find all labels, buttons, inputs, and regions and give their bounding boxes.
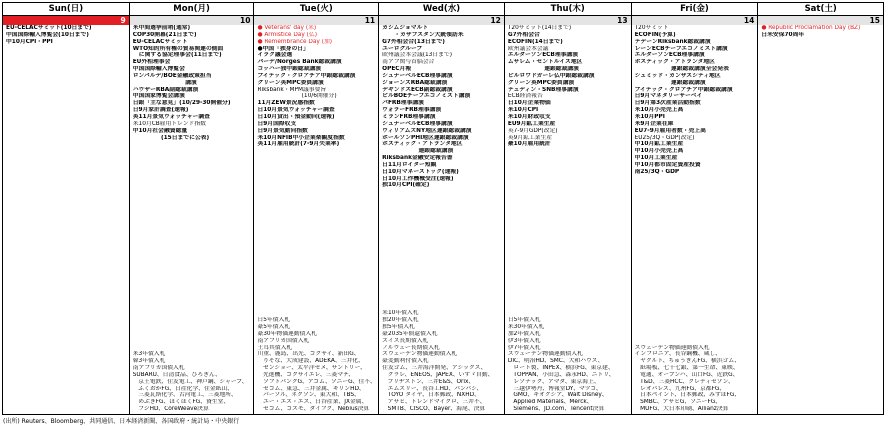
event-item: ボールソンPHI地区連銀総裁講演	[382, 134, 469, 141]
date-number: 11	[254, 16, 378, 25]
event-item: ● Republic Proclamation Day (BZ)	[761, 25, 861, 31]
auction-earnings-item: スウェーデン物価連動債入札	[382, 351, 458, 358]
auction-earnings-item: 南アフリカ国債入札	[257, 337, 310, 344]
event-item: ● Veterans' day (米)	[257, 25, 317, 31]
day-header: Wed(水)	[379, 3, 504, 16]
event-item: ウォラーFRB理事講演	[382, 107, 442, 114]
event-item: 米10月財政収支	[507, 113, 551, 120]
event-item: 日9月第3次産業活動指数	[634, 100, 701, 107]
event-item: 中国国際輸入博覧会(10日まで)	[6, 31, 89, 38]
day-header: Fri(金)	[632, 3, 758, 16]
auction-earnings-item: 三越伊勢丹、博報堂DY、マツコ、	[507, 385, 602, 392]
event-item: 11月ZEW景況感指数	[257, 100, 315, 107]
auction-earnings-list	[505, 317, 631, 413]
event-item: エルダーソンECB理事講演	[634, 52, 705, 59]
event-item: 中10月工業生産	[634, 155, 678, 162]
auction-earnings-item: ノルウェー長期債入札	[382, 344, 440, 351]
auction-earnings-item: インフロニア、長谷鋼機、蔵し、	[634, 351, 722, 358]
auction-earnings-item: SUBARU、日清食品、ひろぎん、	[132, 371, 221, 378]
event-item: シュミッド・カンザスシティ地区	[634, 72, 721, 79]
event-item: 中国国家博覧会講演	[132, 93, 185, 100]
auction-earnings-item: 米30年債入札	[507, 324, 545, 331]
event-item: 欧州議会本会議(13日まで)	[382, 52, 453, 59]
auction-earnings-item: MUFG、大日本印刷、Allianz決算	[634, 406, 729, 413]
event-item: EU-CELACサミット(10日まで)	[6, 25, 92, 31]
event-item: EU-CELACサミット	[132, 38, 188, 45]
auction-earnings-item: アサヒ、トレンドマイクロ、三井不、	[382, 399, 486, 406]
event-item: 米10月NFIB中小企業楽観度指数	[257, 134, 345, 141]
event-item: デギンドスECB副総裁講演	[382, 86, 453, 93]
auction-earnings-list	[379, 310, 504, 413]
day-column-mon	[130, 3, 255, 414]
event-item: G7外相会合(13日まで)	[382, 38, 445, 45]
auction-earnings-item: パーソル、ネクソン、東大和、TBS、	[257, 392, 360, 399]
date-number: 9	[3, 16, 129, 25]
event-item: 日9月国際収支	[257, 120, 297, 127]
event-item: 中10月都市固定資産投資	[634, 161, 701, 168]
event-item: 英11月雇用統計(7-9月失業率)	[257, 141, 340, 148]
auction-earnings-item: Applied Materials、Merck、	[507, 399, 593, 406]
event-item: 連銀総裁講演	[507, 66, 579, 73]
auction-earnings-list	[130, 351, 254, 413]
date-number: 15	[758, 16, 883, 25]
event-item: 日9月景気動向指数	[257, 127, 308, 134]
event-item: イラク議会選	[257, 52, 293, 59]
auction-earnings-item: ソフトバンクG、アコム、ソニーG、住不、	[257, 378, 376, 385]
event-item: 豪10月雇用統計	[507, 141, 551, 148]
auction-earnings-item: 京王電鉄、住友電工、神戸鋼、シャープ、	[132, 378, 248, 385]
event-item: エルダーソンECB理事講演	[507, 52, 579, 59]
event-item: ボスティック・アトランタ地区	[634, 59, 715, 66]
event-item: 日9月家計調査(速報)	[132, 107, 189, 114]
day-header: Mon(月)	[130, 3, 254, 16]
events-list	[254, 25, 378, 148]
date-number: 13	[505, 16, 631, 25]
event-item: カシムジョマルト	[382, 25, 429, 31]
auction-earnings-item: TOYO タイヤ、日本郵政、NXHD、	[382, 392, 480, 399]
event-item: ・カザフスタン大統領訪米	[382, 31, 464, 38]
date-number: 10	[130, 16, 254, 25]
source-note: (出所) Reuters、Bloomberg、共同通信、日本経済新聞、各国政府・統計局・中央銀行	[3, 418, 240, 425]
auction-earnings-item: レオパレス、九州FG、京都FG、	[634, 385, 726, 392]
event-item: 米中間選挙前哨(通常)	[132, 25, 191, 31]
auction-earnings-item: GMO、キオクシア、Walt Disney、	[507, 392, 608, 399]
auction-earnings-item: ユー・エス・エス、日谷産業、JX金属、	[257, 399, 368, 406]
auction-earnings-item: T&D、三菱HCC、クレディセゾン、	[634, 378, 734, 385]
auction-earnings-item: 日本ペイント、日本郵政、みずほFG、	[634, 392, 741, 399]
events-list	[632, 25, 758, 176]
event-item: WTO知的所有権の貿易関連の側面	[132, 45, 224, 52]
auction-earnings-item: Siemens、JD.com、Tencent決算	[507, 406, 605, 413]
event-item: 南25/3Q・GDP	[634, 168, 680, 175]
event-item: T20サミット(14日まで)	[507, 25, 572, 31]
event-item: グリーン英MPC委員講演	[257, 79, 324, 86]
event-item: 日9月マネタリーサーベイ	[634, 93, 703, 100]
event-item: 英9月鉱工業生産	[507, 134, 553, 141]
weekly-calendar	[2, 2, 884, 415]
auction-earnings-item: 加2年債入札	[507, 330, 541, 337]
event-item: ウィリアムズNY地区連銀総裁講演	[382, 127, 472, 134]
event-item: シュナーベルECB理事講演	[382, 120, 453, 127]
event-item: 中10月社会融資総量	[132, 127, 188, 134]
event-item: 日10月工作機械受注(速報)	[382, 175, 454, 182]
auction-earnings-item: 豪30年物価連動債入札	[257, 330, 317, 337]
auction-earnings-item: スウェーデン物価連動債入札	[507, 351, 583, 358]
event-item: バーデ/Norges Bank総裁講演	[257, 59, 342, 66]
auction-earnings-item: ふくおかFG、日産化学、住金紙山、	[132, 385, 234, 392]
date-number: 14	[632, 16, 758, 25]
auction-earnings-item: めぶきFG、ほくほくFG、資生堂、	[132, 399, 230, 406]
event-item: ● Remembrance Day (加)	[257, 38, 333, 45]
event-item: ECB経済報告	[507, 93, 543, 100]
events-list	[3, 25, 129, 46]
event-item: 米10月CPI	[507, 107, 539, 114]
events-list	[758, 25, 883, 39]
auction-earnings-item: スウェーデン物価連動債入札	[634, 344, 710, 351]
event-item: ECOFIN(14日まで)	[507, 38, 563, 45]
auction-earnings-item: 伊7年債入札	[507, 344, 541, 351]
auction-earnings-item: ゼンショー、太平洋セメ、サントリー、	[257, 365, 366, 372]
event-item: ムサレム・セントルイス地区	[507, 59, 583, 66]
auction-earnings-item: 豪変動利付債入札	[382, 358, 429, 365]
auction-earnings-item: 土耳其債入札	[257, 344, 293, 351]
auction-earnings-item: 三菱瓦斯化学、古河電工、三菱地所、	[132, 392, 237, 399]
auction-earnings-item: エムスリー、長谷工HD、パンパシ、	[382, 385, 483, 392]
event-item: 米10月小売売上高	[634, 107, 684, 114]
event-item: 独10月CPI(確定)	[382, 182, 430, 189]
event-item: EU9月鉱工業生産	[507, 120, 556, 127]
auction-earnings-item: クラレ、ENEOS、JAPEX、いすゞ自動、	[382, 371, 494, 378]
auction-earnings-item: 先進機、コクサイエレ、三菱マテ、	[257, 371, 355, 378]
auction-earnings-item: 住友ゴム、三井海洋開発、アシックス、	[382, 365, 487, 372]
event-item: 連銀総裁講演全会発表	[634, 66, 729, 73]
event-item: (15日までに公表)	[132, 134, 210, 141]
auction-earnings-item: TOPPAN、小田急、森永HD、ニトリ、	[507, 371, 615, 378]
event-item: ロンバルデ/BOE金融政策担当	[132, 72, 212, 79]
event-item: 日10月貸出・預金動向(速報)	[257, 113, 335, 120]
event-item: 日米安保70周年	[761, 31, 805, 38]
date-number: 12	[379, 16, 504, 25]
event-item: ハウザーRBA副総裁講演	[132, 86, 199, 93]
day-column-sat	[758, 3, 883, 414]
event-item: ●中国「独身の日」	[257, 45, 309, 52]
auction-earnings-item: レゾナック、アマダ、東京海上、	[507, 378, 600, 385]
day-header: Sat(土)	[758, 3, 883, 16]
day-column-fri	[632, 3, 759, 414]
event-item: 連銀総裁講演	[634, 79, 706, 86]
auction-earnings-item: 独20年債入札	[382, 317, 419, 324]
event-item: ECOFIN(予算)	[634, 31, 676, 38]
auction-earnings-item: セコム、東急、三井金属、キリンHD、	[257, 385, 365, 392]
event-item: 英7-9月GDP(改定)	[507, 127, 558, 134]
event-item: ブイテック・クロアチア中銀総裁講演	[634, 86, 733, 93]
day-header: Sun(日)	[3, 3, 129, 16]
auction-earnings-item: 韓3年債入札	[132, 358, 166, 365]
event-item: T20サミット	[634, 25, 669, 31]
auction-earnings-item: 伊3年債入札	[507, 337, 541, 344]
event-item: シュナーベルECB理事講演	[382, 72, 453, 79]
auction-earnings-item: りそな、大成建設、ADEKA、三井化、	[257, 358, 364, 365]
day-column-tue	[254, 3, 379, 414]
event-item: に関する協定理事会(11日まで)	[132, 52, 222, 59]
auction-earnings-list	[632, 345, 758, 413]
event-item: ● Armistice Day (仏)	[257, 31, 317, 38]
day-header: Thu(木)	[505, 3, 631, 16]
event-item: 中10月鉱工業生産	[634, 141, 684, 148]
auction-earnings-item: 独5年債入札	[382, 324, 415, 331]
event-item: EU25/3Q・GDP(改定)	[634, 134, 695, 141]
day-column-sun	[3, 3, 130, 414]
auction-earnings-item: フジHD、CoreWeave決算	[132, 406, 209, 413]
event-item: 日銀「主な意見」(10/29-30開催分)	[132, 100, 231, 107]
auction-earnings-item: ヤクルト、ちゅうぎんFG、横浜ゴム、	[634, 358, 741, 365]
event-item: テデーンRiksbank総裁講演	[634, 38, 711, 45]
auction-earnings-item: スイス長期債入札	[382, 337, 429, 344]
event-item: 日11月ロイター短観	[382, 161, 437, 168]
auction-earnings-item: DIC、明治HD、SMC、大和ハウス、	[507, 358, 604, 365]
event-item: レーンECBチーフエコノミスト講演	[634, 45, 728, 52]
event-item: ブイテック・クロアチア中銀総裁講演	[257, 72, 356, 79]
events-list	[130, 25, 254, 141]
auction-earnings-item: 米3年債入札	[132, 351, 166, 358]
event-item: 米9月企業在庫	[634, 120, 674, 127]
event-item: ジョーンズRBA総裁講演	[382, 79, 448, 86]
event-item: (10/6開催分)	[257, 93, 337, 100]
auction-earnings-item: ブリヂストン、三井E&S、Orix、	[382, 378, 475, 385]
event-item: Riksbank・MPM議事要旨	[257, 86, 327, 93]
event-item: ミランFRB理事講演	[382, 113, 436, 120]
event-item: 日10月マネーストック(速報)	[382, 168, 459, 175]
auction-earnings-item: 電通、オープンハ、山口FG、近鉄G、	[634, 371, 739, 378]
event-item: G7外相会合	[507, 31, 540, 38]
auction-earnings-item: SMBC、アサヒG、ソニーFG、	[634, 399, 722, 406]
event-item: 日10月景気ウォッチャー調査	[257, 107, 335, 114]
day-column-wed	[379, 3, 505, 414]
event-item: 米10月CB雇用トレンド指数	[132, 120, 206, 127]
events-list	[505, 25, 631, 148]
events-list	[379, 25, 504, 189]
auction-earnings-item: ロート製、INPEX、横浜FG、東京建、	[507, 365, 614, 372]
event-item: 米10月PPI	[634, 113, 665, 120]
event-item: 中10月小売売上高	[634, 148, 684, 155]
auction-earnings-item: 豪2035年償還債入札	[382, 330, 438, 337]
event-item: 欧州議会本会議	[507, 45, 549, 52]
event-item: 英11月景気ウォッチャー調査	[132, 113, 210, 120]
event-item: テュディン・SNB理事講演	[507, 86, 579, 93]
auction-earnings-item: 日5年債入札	[257, 317, 291, 324]
day-header: Tue(火)	[254, 3, 378, 16]
auction-earnings-item: 米10年債入札	[382, 310, 419, 317]
event-item: 中国国際輸入博覧会	[132, 66, 185, 73]
auction-earnings-item: 豪5年債入札	[257, 324, 291, 331]
event-item: EU外相理事会	[132, 59, 171, 66]
event-item: パFRB理事講演	[382, 100, 424, 107]
event-item: ピルロワドガーレ仏中銀総裁講演	[507, 72, 595, 79]
event-item: コッハー独中銀総裁講演	[257, 66, 322, 73]
auction-earnings-item: SMTB、CISCO、Bayer、海尾、決算	[382, 406, 486, 413]
event-item: 連銀総裁講演	[382, 148, 454, 155]
event-item: COP30開幕(21日まで)	[132, 31, 197, 38]
event-item: 講演	[132, 79, 197, 86]
event-item: 南アフ関与首脳会合	[382, 59, 435, 66]
event-item: OPEC月報	[382, 66, 412, 73]
auction-earnings-item: セコム、コスモ、ダイフク、Nebius決算	[257, 406, 370, 413]
auction-earnings-item: 南アフリカ国債入札	[132, 365, 185, 372]
event-item: EU7-9月雇用者数・売上高	[634, 127, 706, 134]
event-item: グリーン英MPC委員講演	[507, 79, 575, 86]
event-item: Riksbank金融安定報告書	[382, 155, 453, 162]
event-item: ボスティック・アトランタ地区	[382, 141, 463, 148]
event-item: 中10月CPI・PPI	[6, 38, 53, 45]
auction-earnings-list	[254, 317, 378, 413]
auction-earnings-item: 紙場板、七十七銀、第一生命、東映、	[634, 365, 739, 372]
auction-earnings-item: 日5年債入札	[507, 317, 541, 324]
day-column-thu	[505, 3, 632, 414]
event-item: ユーログループ	[382, 45, 423, 52]
event-item: 日10月企業物価	[507, 100, 551, 107]
auction-earnings-item: 川重、鹿島、出光、コクサイ、新田G、	[257, 351, 360, 358]
event-item: ピルBOEチーフエコノミスト講演	[382, 93, 471, 100]
